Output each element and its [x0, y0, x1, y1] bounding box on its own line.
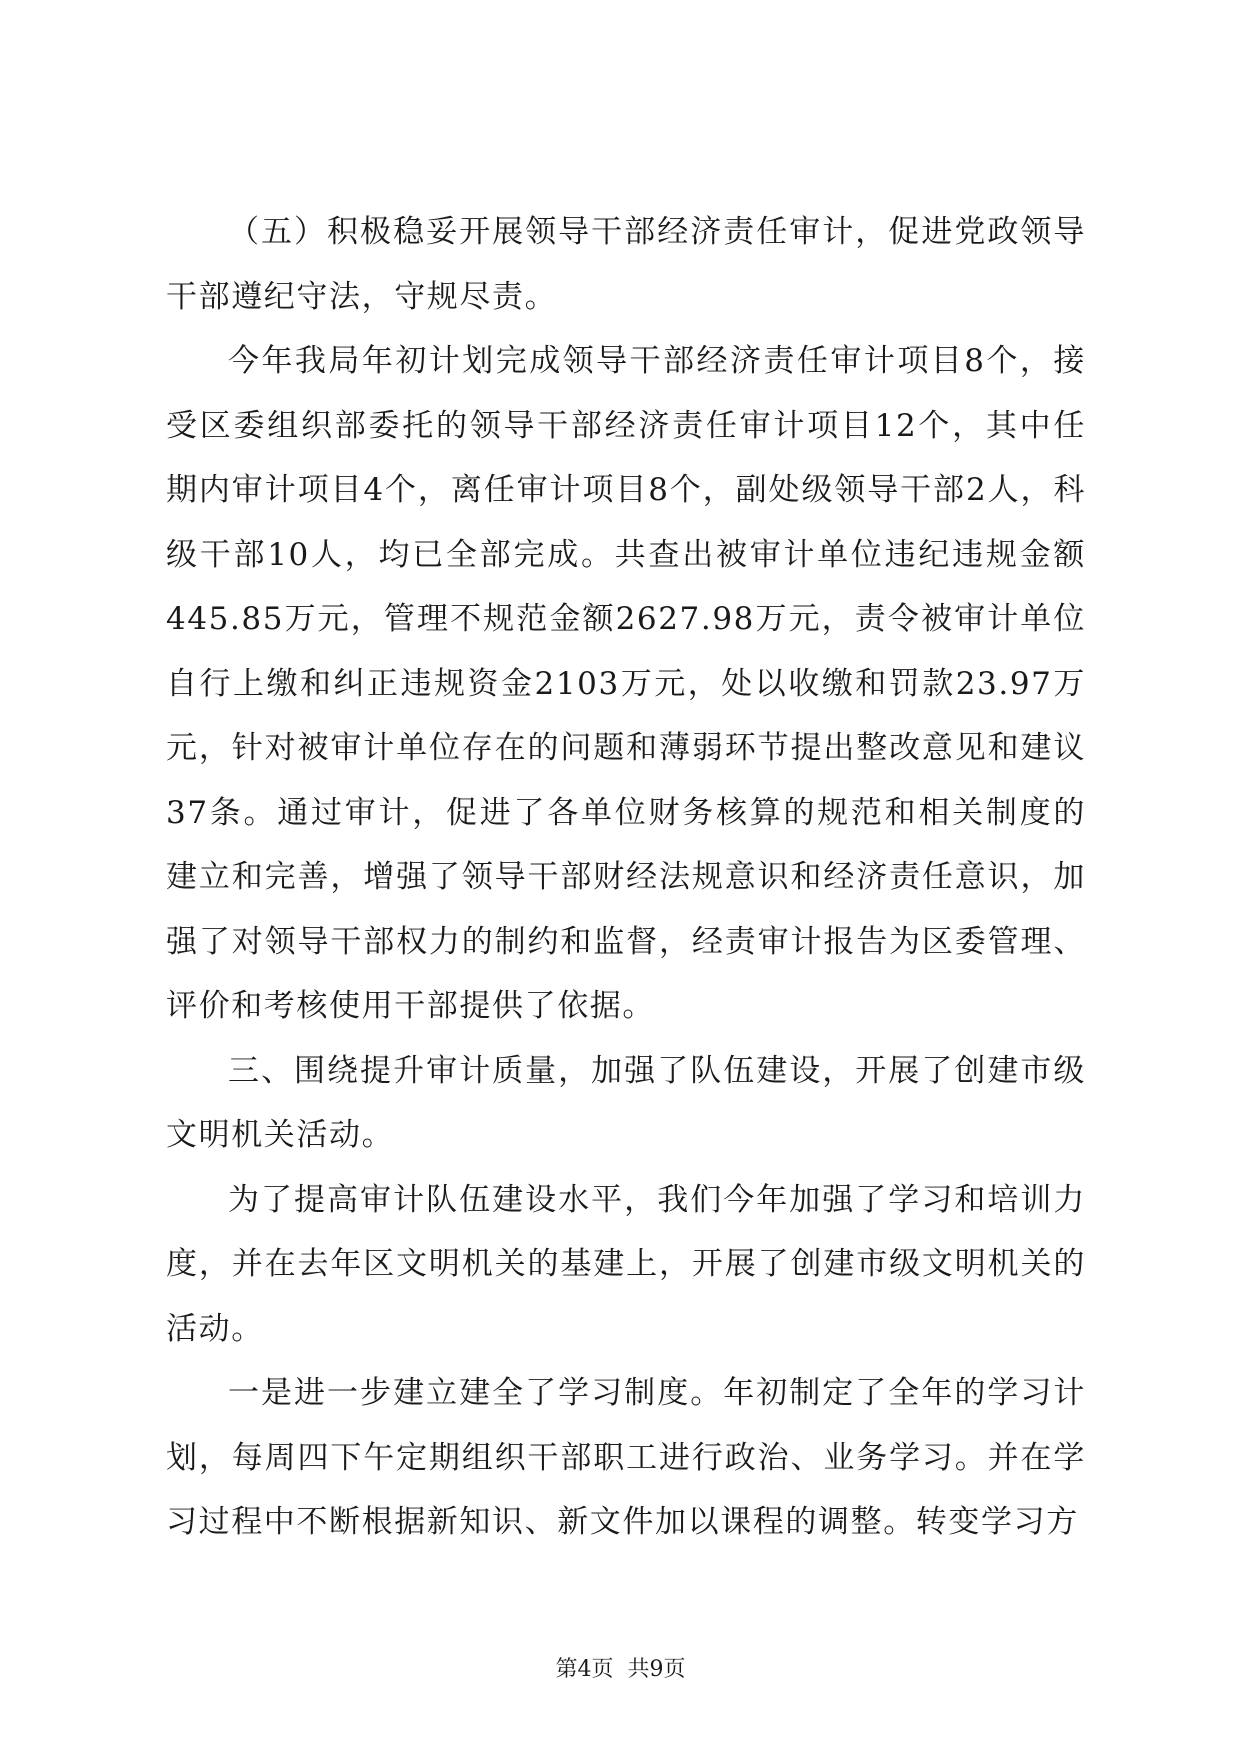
page-footer	[0, 1655, 1241, 1685]
paragraph-section-3-heading: 三、围绕提升审计质量，加强了队伍建设，开展了创建市级文明机关活动。	[166, 1052, 1086, 1153]
page-number-label: 第4页 共9页	[555, 1657, 686, 1682]
paragraph-study-system: 一是进一步建立建全了学习制度。年初制定了全年的学习计划，每周四下午定期组织干部职工进行政治、业务学习。并在学习过程中不断根据新知识、新文件加以课程的调整。转变学习方	[166, 1375, 1086, 1540]
document-body	[166, 200, 1086, 1555]
paragraph-audit-results: 今年我局年初计划完成领导干部经济责任审计项目8个，接受区委组织部委托的领导干部经济责任审计项目12个，其中任期内审计项目4个，离任审计项目8个，副处级领导干部2人，科级干部10人，均已全部完成。共查出被审计单位违纪违规金额445.85万元，管理不规范金额2627.98万元，责令被审计单位自行上缴和纠正违规资金2103万元，处以收缴和罚款23.97万元，针对被审计单位存在的问题和薄弱环节提出整改意见和建议37条。通过审计，促进了各单位财务核算的规范和相关制度的建立和完善，增强了领导干部财经法规意识和经济责任意识，加强了对领导干部权力的制约和监督，经责审计报告为区委管理、评价和考核使用干部提供了依据。	[166, 343, 1086, 1024]
paragraph-team-building: 为了提高审计队伍建设水平，我们今年加强了学习和培训力度，并在去年区文明机关的基建上，开展了创建市级文明机关的活动。	[166, 1181, 1086, 1347]
paragraph-section-5-heading: （五）积极稳妥开展领导干部经济责任审计，促进党政领导干部遵纪守法，守规尽责。	[166, 214, 1086, 315]
